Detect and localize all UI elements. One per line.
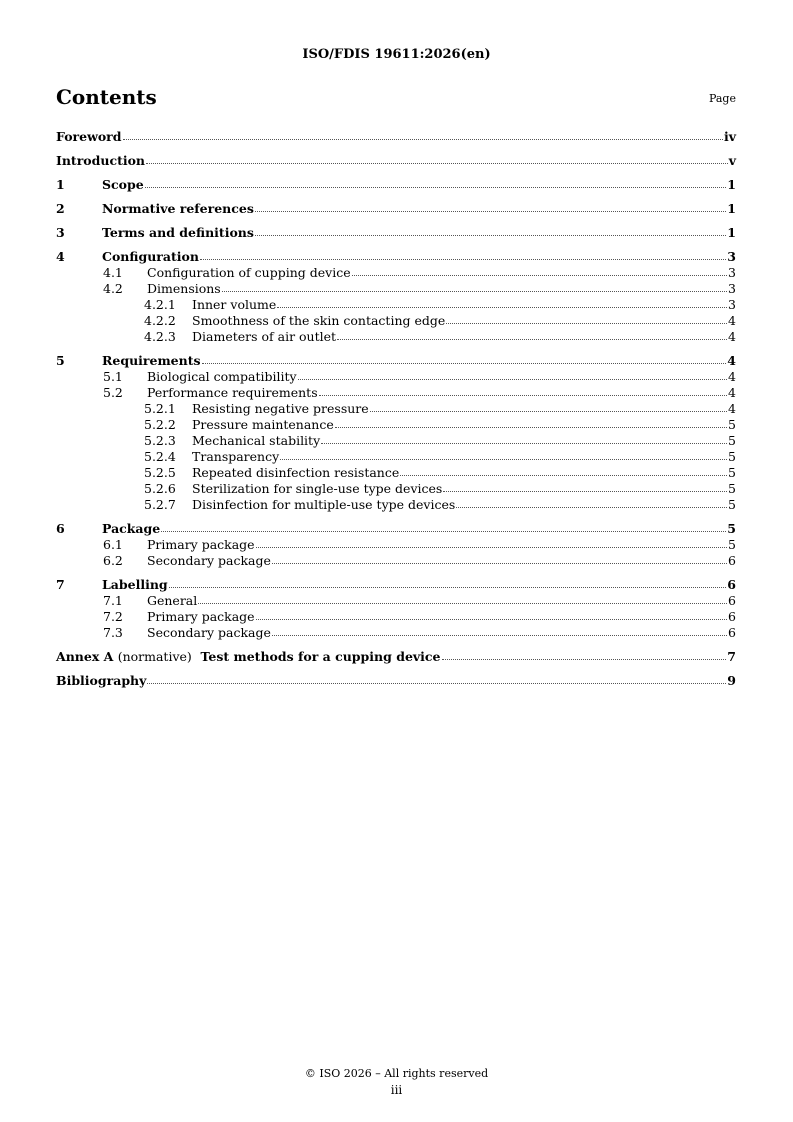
toc-entry-number: 4.2 [103,281,123,296]
toc-entry-disinfection-multiple-use[interactable] [56,497,736,513]
dot-leader [256,537,727,548]
dot-leader [146,153,728,164]
toc-entry-page: 3 [728,265,736,280]
toc-entry-title: Disinfection for multiple-use type devices [192,497,456,512]
contents-title: Contents [56,85,157,109]
dot-leader [352,265,727,276]
toc-entry-page: 5 [728,481,736,496]
toc-entry-page: 4 [728,401,736,416]
annex-label: Annex A [56,649,114,664]
contents-title-row [56,85,736,111]
toc-entry-scope[interactable] [56,177,736,193]
document-header: ISO/FDIS 19611:2026(en) [302,47,491,62]
toc-entry-introduction[interactable] [56,153,736,169]
dot-leader [442,649,727,660]
toc-entry-page: 7 [727,649,736,664]
dot-leader [321,433,727,444]
dot-leader [255,225,726,236]
dot-leader [277,297,727,308]
toc-entry-page: v [728,153,736,168]
dot-leader [161,521,726,532]
toc-entry-title: Configuration of cupping device [147,265,351,280]
toc-entry-page: 1 [727,177,736,192]
toc-entry-number: 7.2 [103,609,123,624]
toc-entry-title: Introduction [56,153,146,168]
toc-entry-configuration-of-cupping-device[interactable] [56,265,736,281]
toc-entry-number: 3 [56,225,65,240]
dot-leader [370,401,727,412]
dot-leader [337,329,727,340]
toc-entry-title: Secondary package [147,553,271,568]
toc-entry-number: 5.2.5 [144,465,176,480]
toc-entry-primary-package[interactable] [56,537,736,553]
toc-entry-number: 2 [56,201,65,216]
toc-entry-number: 5.2.6 [144,481,176,496]
toc-entry-terms-and-definitions[interactable] [56,225,736,241]
toc-entry-page: 6 [728,609,736,624]
toc-entry-diameters-of-air-outlet[interactable] [56,329,736,345]
toc-entry-page: 3 [728,297,736,312]
toc-entry-title: Labelling [102,577,168,592]
toc-entry-title: Pressure maintenance [192,417,334,432]
toc-entry-sterilization-single-use[interactable] [56,481,736,497]
toc-entry-title: General [147,593,198,608]
toc-entry-page: 4 [728,329,736,344]
toc-entry-mechanical-stability[interactable] [56,433,736,449]
toc-entry-number: 5.2.1 [144,401,176,416]
toc-entry-number: 4.1 [103,265,123,280]
toc-entry-repeated-disinfection-resistance[interactable] [56,465,736,481]
dot-leader [400,465,727,476]
toc-entry-title: Secondary package [147,625,271,640]
toc-entry-title: Repeated disinfection resistance [192,465,400,480]
dot-leader [200,249,726,260]
toc-entry-page: 4 [728,385,736,400]
toc-entry-number: 5.2.7 [144,497,176,512]
page-column-label: Page [708,92,736,105]
toc-entry-number: 5.2.3 [144,433,176,448]
toc-entry-title: Inner volume [192,297,277,312]
toc-entry-page: 3 [728,281,736,296]
dot-leader [222,281,727,292]
toc-entry-page: 5 [727,521,736,536]
dot-leader [298,369,727,380]
toc-entry-title: Smoothness of the skin contacting edge [192,313,446,328]
toc-entry-number: 5.2 [103,385,123,400]
dot-leader [147,673,726,684]
toc-entry-number: 4 [56,249,65,264]
toc-entry-title: Bibliography [56,673,147,688]
toc-entry-number: 4.2.2 [144,313,176,328]
dot-leader [256,609,727,620]
annex-note: (normative) [117,649,192,664]
dot-leader [319,385,727,396]
toc-entry-title: Terms and definitions [102,225,254,240]
toc-entry-number: 6 [56,521,65,536]
toc-entry-title: Requirements [102,353,201,368]
toc-entry-page: 5 [728,497,736,512]
toc-entry-number: 6.2 [103,553,123,568]
toc-entry-number: 1 [56,177,65,192]
toc-entry-page: 4 [728,313,736,328]
dot-leader [198,593,727,604]
toc-entry-package[interactable] [56,521,736,537]
dot-leader [335,417,727,428]
toc-entry-requirements[interactable] [56,353,736,369]
toc-entry-title: Diameters of air outlet [192,329,337,344]
toc-entry-title: Mechanical stability [192,433,321,448]
toc-entry-page: 3 [727,249,736,264]
toc-entry-title: Primary package [147,537,255,552]
toc-entry-number: 4.2.3 [144,329,176,344]
toc-entry-title: Transparency [192,449,280,464]
dot-leader [255,201,726,212]
toc-entry-title: Package [102,521,161,536]
toc-entry-secondary-package[interactable] [56,553,736,569]
copyright-notice: © ISO 2026 – All rights reserved [304,1067,489,1080]
toc-entry-labelling-primary-package[interactable] [56,609,736,625]
toc-entry-number: 5.2.4 [144,449,176,464]
toc-entry-page: 6 [727,577,736,592]
dot-leader [280,449,727,460]
annex-title: Test methods for a cupping device [200,649,441,664]
toc-entry-general[interactable] [56,593,736,609]
toc-entry-title: Resisting negative pressure [192,401,369,416]
dot-leader [443,481,727,492]
toc-entry-page: 9 [727,673,736,688]
toc-entry-number: 7.3 [103,625,123,640]
toc-entry-title [56,649,441,665]
toc-entry-title: Foreword [56,129,122,144]
toc-entry-page: 1 [727,225,736,240]
toc-entry-title: Biological compatibility [147,369,297,384]
toc-entry-smoothness-of-edge[interactable] [56,313,736,329]
toc-entry-page: iv [723,129,736,144]
dot-leader [202,353,727,364]
toc-entry-performance-requirements[interactable] [56,385,736,401]
toc-entry-bibliography[interactable] [56,673,736,689]
toc-entry-page: 5 [728,465,736,480]
toc-entry-title: Sterilization for single-use type devices [192,481,443,496]
toc-entry-number: 5.2.2 [144,417,176,432]
table-of-contents [56,129,736,689]
toc-entry-page: 6 [728,625,736,640]
toc-entry-number: 6.1 [103,537,123,552]
toc-entry-page: 6 [728,593,736,608]
toc-entry-page: 5 [728,449,736,464]
dot-leader [169,577,727,588]
toc-entry-page: 5 [728,417,736,432]
toc-entry-title: Configuration [102,249,199,264]
toc-entry-number: 7 [56,577,65,592]
toc-entry-labelling-secondary-package[interactable] [56,625,736,641]
toc-entry-transparency[interactable] [56,449,736,465]
toc-entry-number: 5.1 [103,369,123,384]
dot-leader [272,625,727,636]
toc-entry-page: 5 [728,537,736,552]
page-footer [0,1066,793,1098]
page-number: iii [390,1083,403,1097]
toc-entry-annex-a[interactable] [56,649,736,665]
toc-entry-normative-references[interactable] [56,201,736,217]
toc-entry-number: 5 [56,353,65,368]
toc-entry-page: 4 [727,353,736,368]
toc-entry-title: Dimensions [147,281,221,296]
toc-entry-labelling[interactable] [56,577,736,593]
dot-leader [145,177,727,188]
toc-entry-inner-volume[interactable] [56,297,736,313]
dot-leader [446,313,727,324]
toc-entry-number: 7.1 [103,593,123,608]
toc-entry-number: 4.2.1 [144,297,176,312]
toc-entry-page: 5 [728,433,736,448]
dot-leader [123,129,723,140]
toc-entry-page: 6 [728,553,736,568]
toc-entry-title: Performance requirements [147,385,318,400]
toc-entry-foreword[interactable] [56,129,736,145]
toc-entry-title: Scope [102,177,144,192]
toc-entry-dimensions[interactable] [56,281,736,297]
toc-entry-title: Primary package [147,609,255,624]
toc-entry-biological-compatibility[interactable] [56,369,736,385]
toc-entry-page: 1 [727,201,736,216]
toc-entry-pressure-maintenance[interactable] [56,417,736,433]
dot-leader [272,553,727,564]
toc-entry-configuration[interactable] [56,249,736,265]
toc-entry-page: 4 [728,369,736,384]
dot-leader [456,497,727,508]
toc-entry-title: Normative references [102,201,254,216]
toc-entry-resisting-negative-pressure[interactable] [56,401,736,417]
